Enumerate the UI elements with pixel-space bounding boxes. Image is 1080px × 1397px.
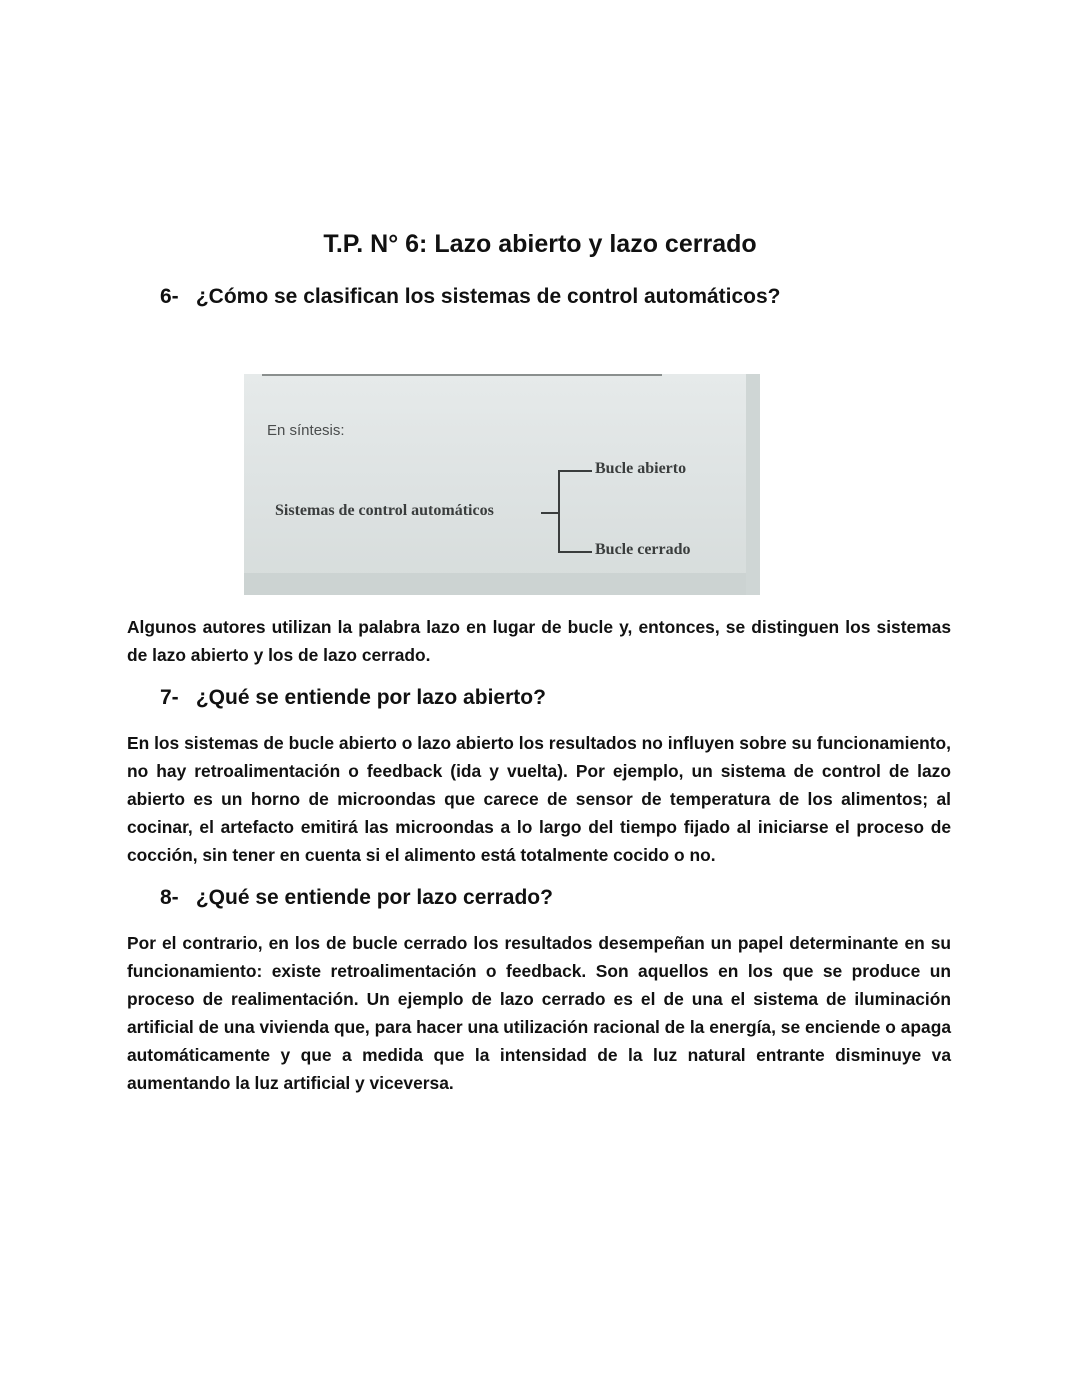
scanned-diagram <box>244 374 760 595</box>
connector-vertical <box>558 470 560 552</box>
scan-top-rule <box>262 374 662 376</box>
scan-right-band <box>746 374 760 595</box>
paragraph-lazo-abierto: En los sistemas de bucle abierto o lazo abierto los resultados no influyen sobre su funcionamiento, no hay retroalimentación o feedback (ida y vuelta). Por ejemplo, un sistema de control de lazo abierto es un horno de microondas que carece de sensor de temperatura de los alimentos; al cocinar, el artefacto emitirá las microondas a lo largo del tiempo fijado al iniciarse el proceso de cocción, sin tener en cuenta si el alimento está totalmente cocido o no. <box>127 733 951 865</box>
question-6-text: ¿Cómo se clasifican los sistemas de control automáticos? <box>195 285 781 308</box>
diagram-root-label: Sistemas de control automáticos <box>275 502 494 519</box>
diagram-heading: En síntesis: <box>267 422 345 439</box>
question-7-number: 7- <box>160 686 179 709</box>
diagram-branch-open: Bucle abierto <box>595 460 687 477</box>
scan-bottom-band <box>244 573 760 595</box>
question-7-text: ¿Qué se entiende por lazo abierto? <box>195 686 546 709</box>
connector-stub <box>541 512 558 514</box>
question-6-number: 6- <box>160 285 179 308</box>
paragraph-lazo-intro: Algunos autores utilizan la palabra lazo en lugar de bucle y, entonces, se distinguen los sistemas de lazo abierto y los de lazo cerrado. <box>127 617 951 665</box>
question-7 <box>160 686 546 710</box>
connector-top <box>558 470 592 472</box>
question-8 <box>160 886 553 910</box>
page-title: T.P. N° 6: Lazo abierto y lazo cerrado <box>323 230 757 258</box>
question-8-text: ¿Qué se entiende por lazo cerrado? <box>195 886 553 909</box>
connector-bottom <box>558 551 592 553</box>
question-8-number: 8- <box>160 886 179 909</box>
question-6 <box>160 285 781 309</box>
paragraph-lazo-cerrado: Por el contrario, en los de bucle cerrado los resultados desempeñan un papel determinante en su funcionamiento: existe retroalimentación o feedback. Son aquellos en los que se produce un proceso de realimentación. Un ejemplo de lazo cerrado es el de una el sistema de iluminación artificial de una vivienda que, para hacer una utilización racional de la energía, se enciende o apaga automáticamente y que a medida que la intensidad de la luz natural entrante disminuye va aumentando la luz artificial y viceversa. <box>127 933 951 1093</box>
diagram-branch-closed: Bucle cerrado <box>595 541 691 558</box>
